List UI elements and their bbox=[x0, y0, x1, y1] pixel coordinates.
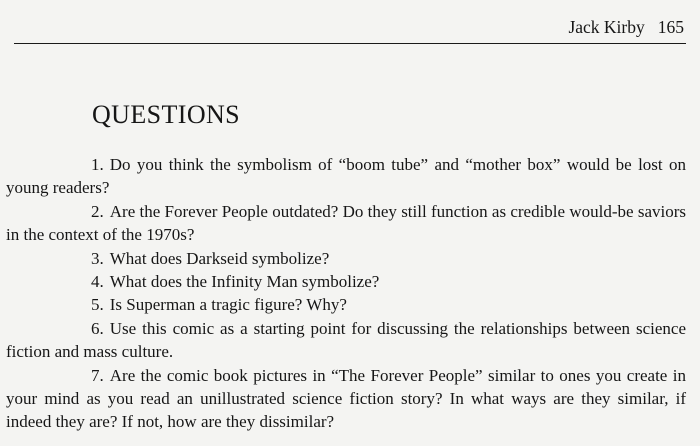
question-number: 6. bbox=[91, 318, 104, 338]
header-rule bbox=[14, 43, 686, 44]
question-number: 1. bbox=[91, 155, 104, 174]
question-text: Are the Forever People outdated? Do they still function as credible would-be saviors in the context of the 1970s? bbox=[6, 201, 686, 245]
question-number: 7. bbox=[91, 365, 104, 385]
running-head bbox=[568, 17, 684, 38]
question-item bbox=[6, 270, 686, 293]
question-item bbox=[6, 247, 686, 270]
question-text: Use this comic as a starting point for discussing the relationships between science fiction and mass culture. bbox=[6, 318, 686, 362]
question-item bbox=[6, 364, 686, 434]
question-item bbox=[6, 153, 686, 200]
running-head-author: Jack Kirby bbox=[568, 17, 645, 37]
section-title: QUESTIONS bbox=[92, 100, 241, 129]
question-text: Is Superman a tragic figure? Why? bbox=[109, 295, 347, 315]
question-number: 5. bbox=[91, 295, 104, 315]
question-item bbox=[6, 293, 686, 316]
question-text: What does the Infinity Man symbolize? bbox=[109, 272, 380, 292]
question-text: Are the comic book pictures in “The Forever People” similar to ones you create in your mind as you read an unillustrated science fiction story? In what ways are they similar, if indeed they are? If not, how are they dissimilar? bbox=[6, 365, 686, 432]
question-text: Do you think the symbolism of “boom tube” and “mother box” would be lost on young readers? bbox=[6, 155, 686, 198]
question-number: 4. bbox=[91, 272, 104, 292]
page-number: 165 bbox=[657, 17, 684, 37]
questions-list bbox=[6, 153, 686, 434]
question-text: What does Darkseid symbolize? bbox=[109, 248, 330, 268]
question-item bbox=[6, 200, 686, 247]
question-number: 3. bbox=[91, 248, 104, 268]
question-item bbox=[6, 317, 686, 364]
question-number: 2. bbox=[91, 201, 104, 221]
